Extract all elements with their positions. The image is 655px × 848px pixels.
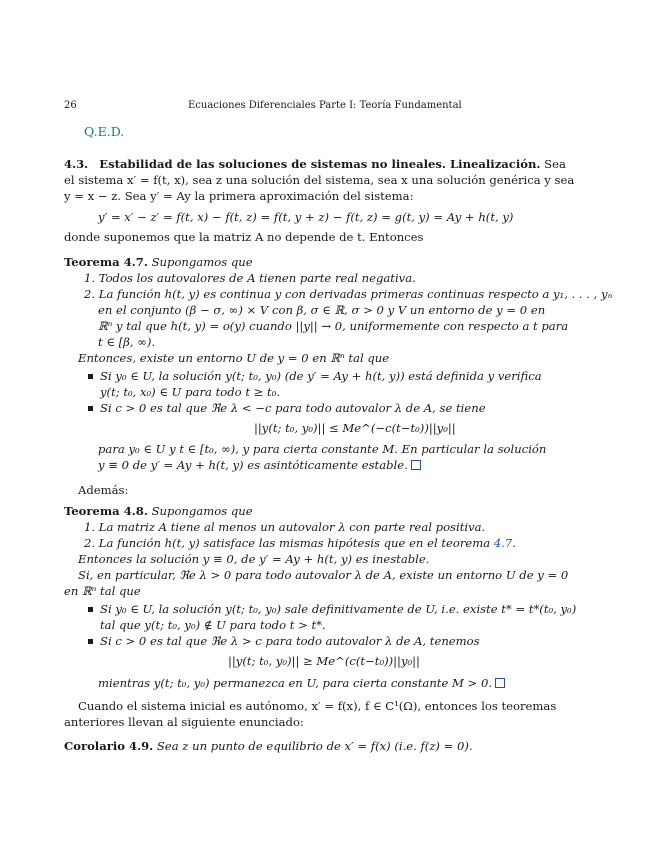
theorem-4-8-bullet-2 xyxy=(88,633,480,649)
running-title: Ecuaciones Diferenciales Parte I: Teoría Fundamental xyxy=(188,100,462,111)
bullet-marker xyxy=(88,607,93,612)
theorem-4-8-item-2: 2. La función h(t, y) satisface las mismas hipótesis que en el teorema 4.7. xyxy=(84,536,516,550)
theorem-4-7-closing-2-text: y ≡ 0 de y′ = Ay + h(t, y) es asintóticamente estable. xyxy=(98,458,408,472)
theorem-4-7-bullet-1-text: Si y₀ ∈ U, la solución y(t; t₀, y₀) (de y′ = Ay + h(t, y)) está definida y verifica xyxy=(100,369,542,383)
bullet-marker xyxy=(88,639,93,644)
section-heading-line xyxy=(64,156,566,172)
ademas-text: Además: xyxy=(78,483,129,497)
theorem-4-7-closing-1: para y₀ ∈ U y t ∈ [t₀, ∞), y para cierta constante M. En particular la solución xyxy=(98,442,547,456)
theorem-4-8-heading xyxy=(64,503,253,519)
theorem-4-8-item-1: 1. La matriz A tiene al menos un autovalor λ con parte real positiva. xyxy=(84,520,486,534)
corollary-4-9-text: Sea z un punto de equilibrio de x′ = f(x) (i.e. f(z) = 0). xyxy=(156,739,473,753)
section-intro-1: el sistema x′ = f(t, x), sea z una solución del sistema, sea x una solución genérica y sea xyxy=(64,173,575,187)
section-number: 4.3. xyxy=(64,157,89,171)
theorem-4-8-item-2-text: 2. La función h(t, y) satisface las mismas hipótesis que en el teorema xyxy=(84,536,491,550)
section-intro-2: y = x − z. Sea y′ = Ay la primera aproximación del sistema: xyxy=(64,189,414,203)
theorem-4-7-item-2-line-4: t ∈ [β, ∞). xyxy=(98,335,156,349)
theorem-4-8-bullet-1-line-2: tal que y(t; t₀, y₀) ∉ U para todo t > t*. xyxy=(100,618,326,632)
autonomous-line-2: anteriores llevan al siguiente enunciado: xyxy=(64,715,304,729)
theorem-4-7-closing-2 xyxy=(98,457,421,473)
theorem-4-8-particular-1: Si, en particular, ℜe λ > 0 para todo autovalor λ de A, existe un entorno U de y = 0 xyxy=(78,568,569,582)
theorem-4-8-particular-2: en ℝⁿ tal que xyxy=(64,584,141,598)
theorem-4-8-bullet-1 xyxy=(88,601,576,617)
corollary-4-9 xyxy=(64,738,473,754)
theorem-4-8-closing-text: mientras y(t; t₀, y₀) permanezca en U, para cierta constante M > 0. xyxy=(98,676,493,690)
theorem-4-7-bullet-2-text: Si c > 0 es tal que ℜe λ < −c para todo autovalor λ de A, se tiene xyxy=(100,401,486,415)
end-of-proof-box-icon xyxy=(495,678,505,688)
end-of-proof-box-icon xyxy=(411,460,421,470)
bullet-marker xyxy=(88,406,93,411)
theorem-4-8-lead: Supongamos que xyxy=(151,504,253,518)
bullet-marker xyxy=(88,374,93,379)
theorem-4-7-item-2-line-3: ℝⁿ y tal que h(t, y) = o(y) cuando ||y|| → 0, uniformemente con respecto a t para xyxy=(98,319,569,333)
page-number: 26 xyxy=(64,100,77,111)
theorem-4-7-heading xyxy=(64,254,253,270)
section-title: Estabilidad de las soluciones de sistemas no lineales. Linealización. xyxy=(99,157,541,171)
theorem-4-7-lead: Supongamos que xyxy=(151,255,253,269)
theorem-4-8-unstable: Entonces la solución y ≡ 0, de y′ = Ay + h(t, y) es inestable. xyxy=(78,552,430,566)
theorem-4-7-item-2-line-2: en el conjunto (β − σ, ∞) × V con β, σ ∈ ℝ, σ > 0 y V un entorno de y = 0 en xyxy=(98,303,546,317)
section-intro-0: Sea xyxy=(544,157,566,171)
theorem-4-7-label: Teorema 4.7. xyxy=(64,255,148,269)
theorem-4-8-label: Teorema 4.8. xyxy=(64,504,148,518)
theorem-4-7-bullet-1 xyxy=(88,368,542,384)
theorem-4-8-bullet-2-text: Si c > 0 es tal que ℜe λ > c para todo autovalor λ de A, tenemos xyxy=(100,634,480,648)
theorem-4-7-reference-link[interactable]: 4.7 xyxy=(493,536,513,550)
theorem-4-8-equation: ||y(t; t₀, y₀)|| ≥ Me^(c(t−t₀))||y₀|| xyxy=(228,654,420,668)
theorem-4-7-bullet-1-line-2: y(t; t₀, x₀) ∈ U para todo t ≥ t₀. xyxy=(100,385,281,399)
corollary-4-9-label: Corolario 4.9. xyxy=(64,739,154,753)
theorem-4-7-item-2: 2. La función h(t, y) es continua y con derivadas primeras continuas respecto a y₁, . . . , yₙ xyxy=(84,287,613,301)
theorem-4-7-then: Entonces, existe un entorno U de y = 0 en ℝⁿ tal que xyxy=(78,351,390,365)
theorem-4-7-equation: ||y(t; t₀, y₀)|| ≤ Me^(−c(t−t₀))||y₀|| xyxy=(254,421,456,435)
section-after-equation: donde suponemos que la matriz A no depende de t. Entonces xyxy=(64,230,424,244)
section-equation: y′ = x′ − z′ = f(t, x) − f(t, z) = f(t, y + z) − f(t, z) = g(t, y) = Ay + h(t, y) xyxy=(98,210,514,224)
qed-mark: Q.E.D. xyxy=(84,124,125,139)
autonomous-line-1: Cuando el sistema inicial es autónomo, x′ = f(x), f ∈ C¹(Ω), entonces los teoremas xyxy=(78,699,557,713)
theorem-4-7-item-1: 1. Todos los autovalores de A tienen parte real negativa. xyxy=(84,271,416,285)
theorem-4-7-bullet-2 xyxy=(88,400,486,416)
theorem-4-8-bullet-1-text: Si y₀ ∈ U, la solución y(t; t₀, y₀) sale definitivamente de U, i.e. existe t* = t*(t₀, y₀) xyxy=(100,602,577,616)
theorem-4-8-closing xyxy=(98,675,505,691)
